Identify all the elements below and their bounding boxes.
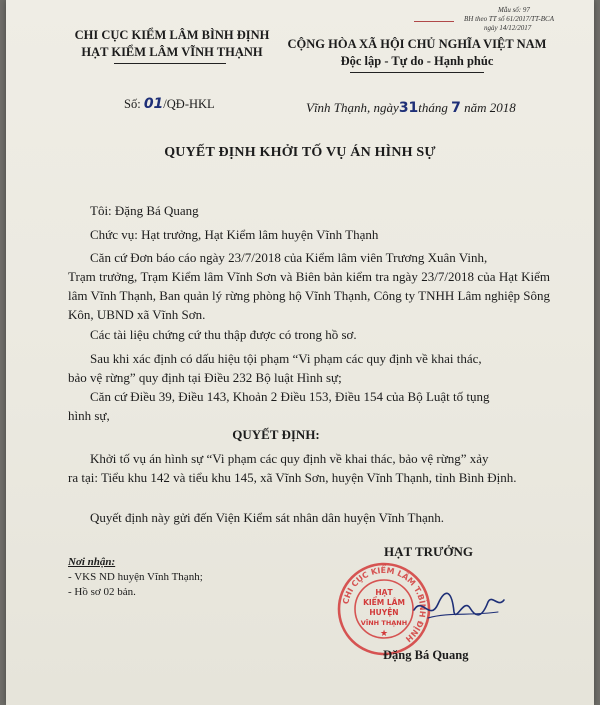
recipient-item: - VKS ND huyện Vĩnh Thạnh; bbox=[68, 571, 203, 583]
issuing-agency bbox=[62, 27, 282, 61]
national-motto: Độc lập - Tự do - Hạnh phúc bbox=[340, 54, 494, 68]
crime-determination bbox=[68, 349, 550, 387]
seal-inner-line3: HUYỆN bbox=[369, 608, 399, 617]
signer-title: HẠT TRƯỞNG bbox=[384, 544, 473, 559]
doc-number-prefix: Số: bbox=[124, 97, 141, 111]
decision-content-line1: Khởi tố vụ án hình sự “Vi phạm các quy định về khai thác, bảo vệ rừng” xảy bbox=[90, 451, 489, 466]
seal-outer-text: CHI CỤC KIỂM LÂM T.BÌNH ĐỊNH bbox=[341, 565, 428, 644]
agency-name: HẠT KIỂM LÂM VĨNH THẠNH bbox=[81, 45, 263, 59]
evidence-statement: Các tài liệu chứng cứ thu thập được có trong hồ sơ. bbox=[90, 327, 357, 342]
form-reference bbox=[464, 6, 554, 33]
legal-basis-line1: Căn cứ Điều 39, Điều 143, Khoản 2 Điều 153, Điều 154 của Bộ Luật tố tụng bbox=[90, 389, 490, 404]
basis-report bbox=[68, 248, 550, 324]
legal-basis-rest: hình sự, bbox=[68, 408, 110, 423]
document-page bbox=[6, 0, 594, 705]
distribution-statement: Quyết định này gửi đến Viện Kiểm sát nhân dân huyện Vĩnh Thạnh. bbox=[90, 510, 444, 525]
date-day: 31 bbox=[398, 100, 419, 116]
decision-heading: QUYẾT ĐỊNH: bbox=[232, 427, 320, 442]
signature-icon bbox=[408, 582, 508, 634]
recipients-title: Nơi nhận: bbox=[68, 556, 116, 568]
decider-name: Tôi: Đặng Bá Quang bbox=[90, 203, 199, 218]
basis-report-rest: Trạm trưởng, Trạm Kiểm lâm Vĩnh Sơn và Biên bản kiểm tra ngày 23/7/2018 của Hạt Kiểm lâm Vĩnh Thạnh, Ban quản lý rừng phòng hộ Vĩnh Thạnh, Công ty TNHH Lâm nghiệp Sông Kôn, UBND xã Vĩnh Sơn. bbox=[68, 269, 550, 322]
basis-report-line1: Căn cứ Đơn báo cáo ngày 23/7/2018 của Kiểm lâm viên Trương Xuân Vinh, bbox=[90, 250, 488, 265]
date-year: năm 2018 bbox=[464, 100, 516, 115]
agency-underline bbox=[114, 63, 226, 64]
seal-inner-line4: VĨNH THẠNH bbox=[360, 619, 408, 627]
handwritten-signature bbox=[408, 582, 508, 634]
document-title: QUYẾT ĐỊNH KHỞI TỐ VỤ ÁN HÌNH SỰ bbox=[164, 145, 436, 160]
national-header bbox=[272, 36, 562, 70]
seal-inner-line2: KIỂM LÂM bbox=[363, 598, 405, 607]
seal-inner-line1: HẠT bbox=[375, 588, 393, 597]
motto-underline bbox=[350, 72, 484, 73]
crime-determination-line1: Sau khi xác định có dấu hiệu tội phạm “Vi phạm các quy định về khai thác, bbox=[90, 351, 482, 366]
decorative-red-line bbox=[414, 21, 454, 22]
legal-basis bbox=[68, 387, 550, 425]
document-number bbox=[124, 96, 215, 112]
crime-determination-rest: bảo vệ rừng” quy định tại Điều 232 Bộ luật Hình sự; bbox=[68, 370, 342, 385]
date-line bbox=[306, 100, 516, 116]
national-title: CỘNG HÒA XÃ HỘI CHỦ NGHĨA VIỆT NAM bbox=[287, 37, 547, 51]
form-ref-line2: BH theo TT số 61/2017/TT-BCA bbox=[464, 15, 554, 23]
form-ref-line3: ngày 14/12/2017 bbox=[484, 24, 532, 32]
doc-number-handwritten: 01 bbox=[143, 96, 164, 112]
decider-position: Chức vụ: Hạt trưởng, Hạt Kiểm lâm huyện Vĩnh Thạnh bbox=[90, 227, 379, 242]
svg-text:★: ★ bbox=[379, 629, 389, 639]
date-month-label: tháng bbox=[418, 100, 448, 115]
signer-name: Đặng Bá Quang bbox=[383, 648, 469, 662]
decision-content bbox=[68, 449, 550, 487]
form-ref-line1: Mẫu số: 97 bbox=[498, 6, 530, 14]
decision-content-rest: ra tại: Tiểu khu 142 và tiểu khu 145, xã Vĩnh Sơn, huyện Vĩnh Thạnh, tỉnh Bình Định. bbox=[68, 470, 517, 485]
date-month: 7 bbox=[451, 100, 461, 116]
doc-number-suffix: /QĐ-HKL bbox=[163, 97, 215, 111]
date-place: Vĩnh Thạnh, ngày bbox=[306, 100, 399, 115]
recipient-item: - Hồ sơ 02 bản. bbox=[68, 586, 136, 598]
agency-parent: CHI CỤC KIỂM LÂM BÌNH ĐỊNH bbox=[74, 28, 270, 42]
